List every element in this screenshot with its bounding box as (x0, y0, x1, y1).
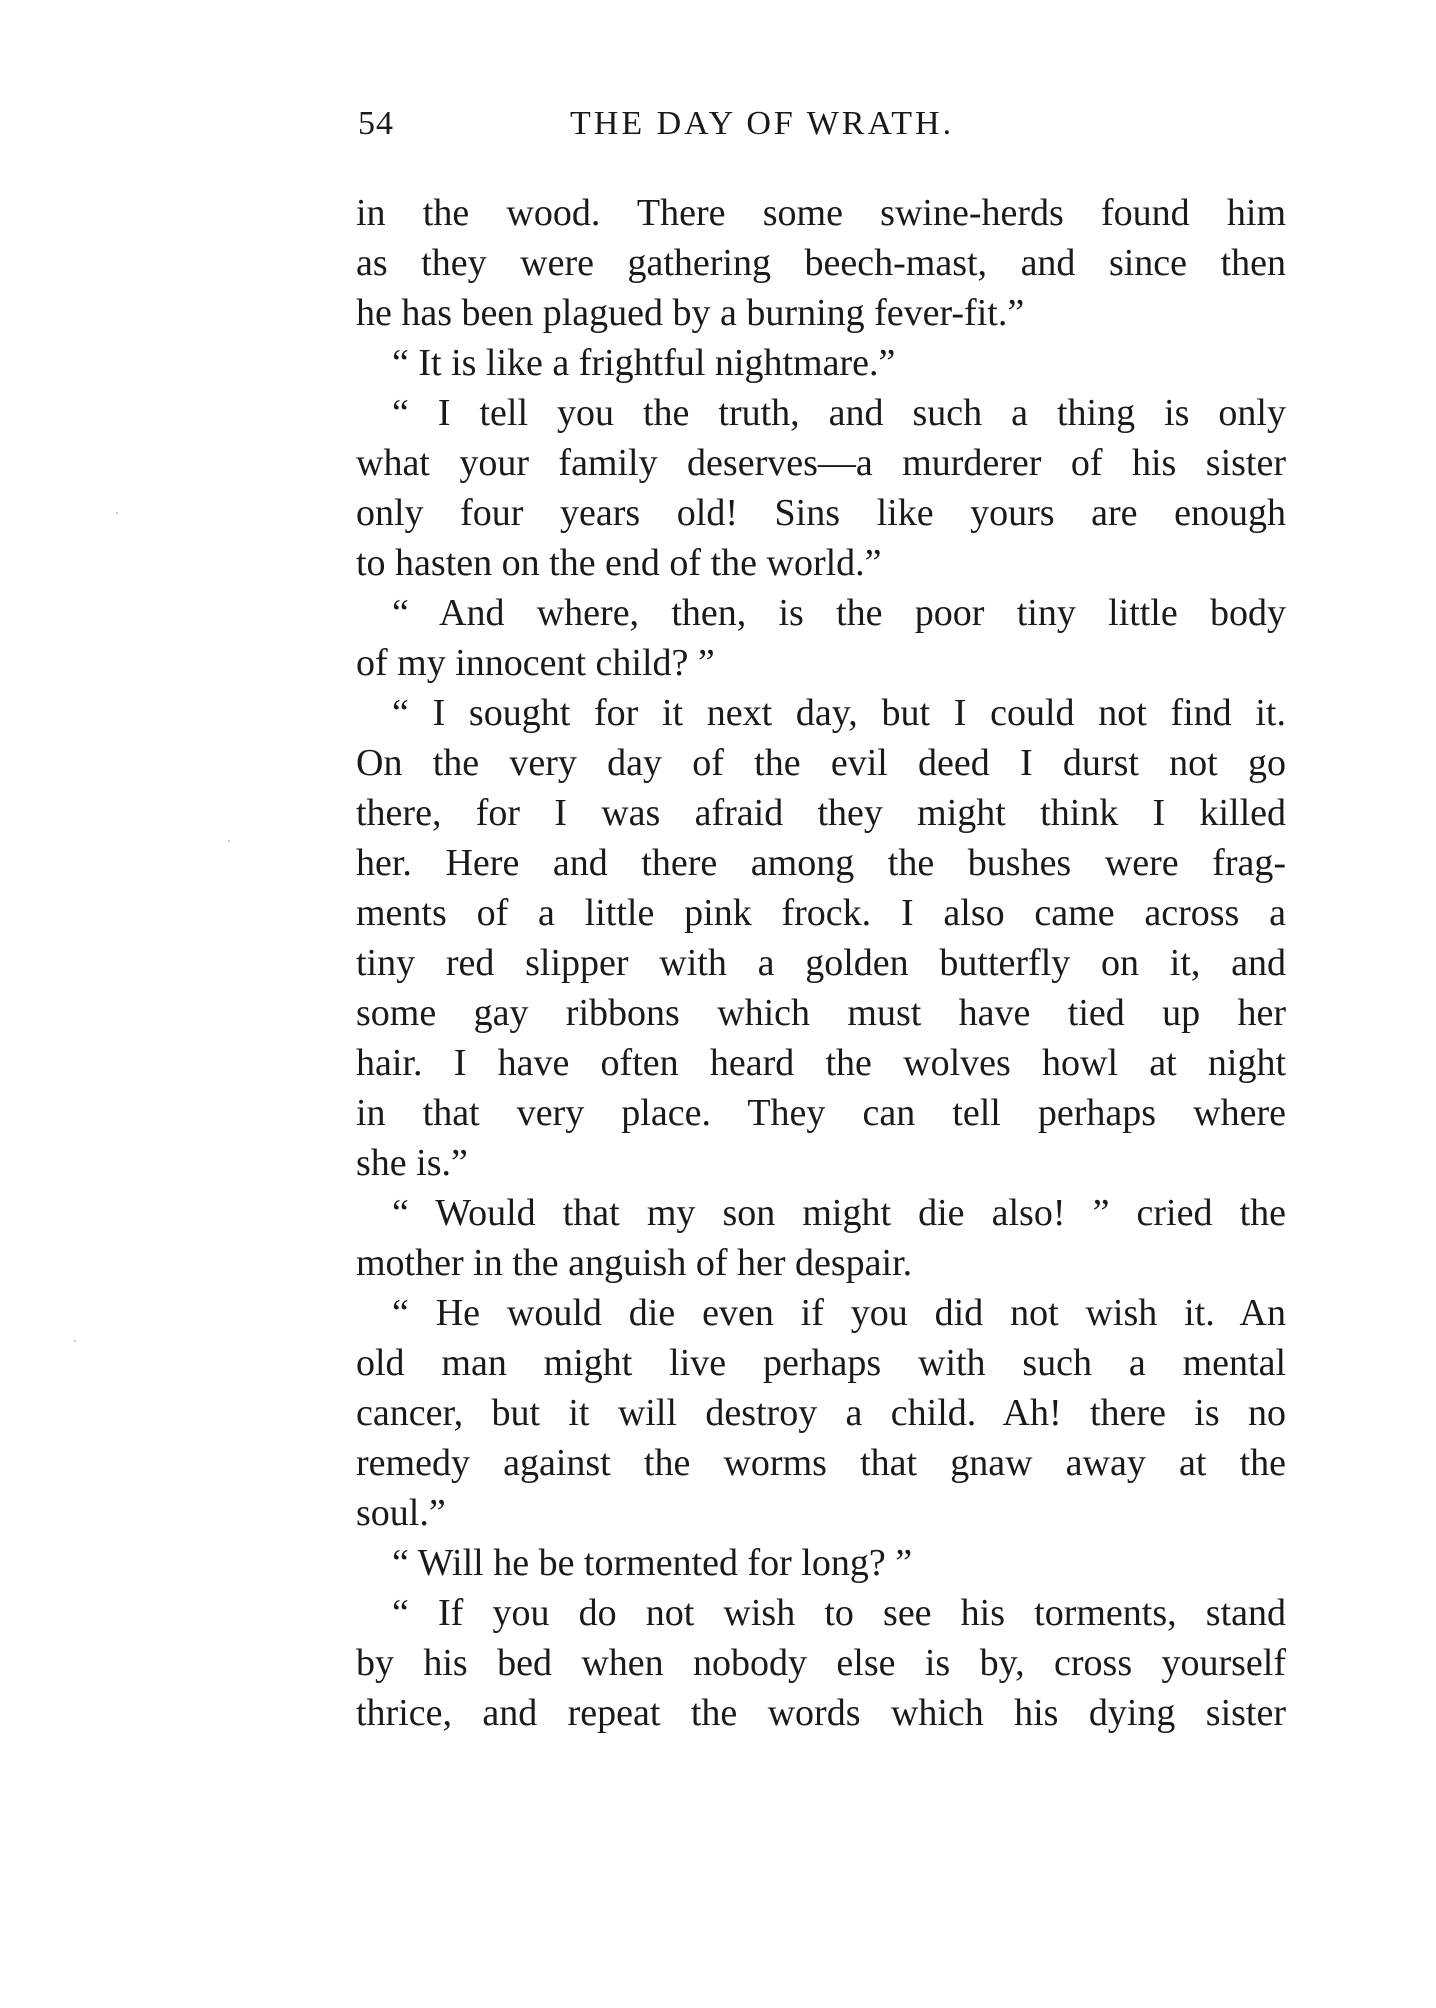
text-line: “ And where, then, is the poor tiny little body (392, 592, 1286, 634)
body-text (356, 188, 1286, 1738)
text-line: “ I tell you the truth, and such a thing is only (392, 392, 1286, 434)
text-line: tiny red slipper with a golden butterfly on it, and (356, 942, 1286, 984)
text-line: thrice, and repeat the words which his dying sister (356, 1692, 1286, 1734)
text-line: in that very place. They can tell perhaps where (356, 1092, 1286, 1134)
text-line: by his bed when nobody else is by, cross yourself (356, 1642, 1286, 1684)
running-header (358, 105, 1278, 155)
scan-speck (116, 512, 118, 514)
text-line: “ I sought for it next day, but I could not find it. (392, 692, 1286, 734)
text-line: only four years old! Sins like yours are enough (356, 492, 1286, 534)
text-line: hair. I have often heard the wolves howl at night (356, 1042, 1286, 1084)
text-line: On the very day of the evil deed I durst not go (356, 742, 1286, 784)
text-line: to hasten on the end of the world.” (356, 542, 882, 584)
text-line: remedy against the worms that gnaw away at the (356, 1442, 1286, 1484)
text-line: as they were gathering beech-mast, and since then (356, 242, 1286, 284)
text-line: “ He would die even if you did not wish it. An (392, 1292, 1286, 1334)
text-line: ments of a little pink frock. I also came across a (356, 892, 1286, 934)
page-number: 54 (358, 105, 394, 142)
text-line: “ Will he be tormented for long? ” (392, 1542, 913, 1584)
text-line: some gay ribbons which must have tied up her (356, 992, 1286, 1034)
text-line: cancer, but it will destroy a child. Ah! there is no (356, 1392, 1286, 1434)
text-line: “ If you do not wish to see his torments, stand (392, 1592, 1286, 1634)
text-line: soul.” (356, 1492, 446, 1534)
text-line: she is.” (356, 1142, 468, 1184)
scan-speck (74, 1340, 76, 1342)
scan-speck (228, 840, 230, 842)
running-title: THE DAY OF WRATH. (570, 105, 955, 142)
text-line: what your family deserves—a murderer of his sister (356, 442, 1286, 484)
text-line: mother in the anguish of her despair. (356, 1242, 913, 1284)
text-line: he has been plagued by a burning fever-fit.” (356, 292, 1025, 334)
text-line: “ Would that my son might die also! ” cried the (392, 1192, 1286, 1234)
text-line: there, for I was afraid they might think I killed (356, 792, 1286, 834)
text-line: of my innocent child? ” (356, 642, 715, 684)
text-line: old man might live perhaps with such a mental (356, 1342, 1286, 1384)
text-line: her. Here and there among the bushes were frag- (356, 842, 1286, 884)
text-line: “ It is like a frightful nightmare.” (392, 342, 896, 384)
text-line: in the wood. There some swine-herds found him (356, 192, 1286, 234)
